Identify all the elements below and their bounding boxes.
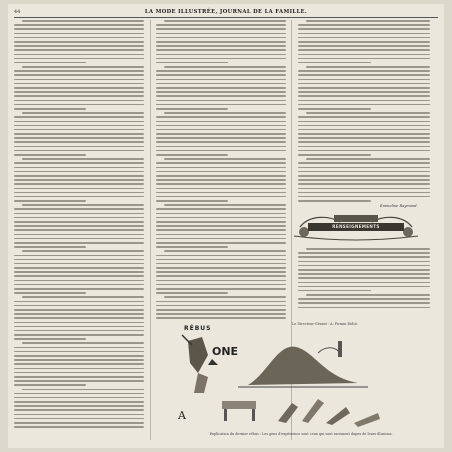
text-line — [156, 313, 286, 315]
text-line — [156, 284, 286, 286]
text-line — [298, 302, 430, 304]
text-line — [298, 108, 371, 110]
text-line — [156, 255, 286, 257]
text-line — [14, 234, 144, 236]
text-line — [156, 246, 228, 248]
text-line — [298, 79, 430, 81]
text-line — [14, 108, 86, 110]
text-line — [156, 301, 286, 303]
text-line — [156, 234, 286, 236]
rebus-title: RÉBUS — [184, 325, 212, 332]
text-line — [14, 179, 144, 181]
text-line — [298, 307, 430, 309]
text-line — [156, 108, 228, 110]
text-line — [298, 162, 430, 164]
text-line — [14, 95, 144, 97]
text-line — [156, 221, 286, 223]
text-line — [14, 116, 144, 118]
text-line — [14, 200, 86, 202]
text-line — [298, 83, 430, 85]
text-line — [156, 171, 286, 173]
printer-credit: Le Directeur-Gérant : A. Firmin-Didot. — [292, 322, 358, 326]
text-line — [156, 154, 228, 156]
text-line — [22, 389, 144, 391]
text-line — [298, 171, 430, 173]
text-line — [298, 146, 430, 148]
text-line — [306, 158, 430, 160]
text-line — [14, 83, 144, 85]
text-line — [14, 397, 144, 399]
text-line — [156, 28, 286, 30]
text-line — [298, 33, 430, 35]
text-line — [14, 317, 144, 319]
text-line — [298, 265, 430, 267]
text-line — [14, 129, 144, 131]
text-line — [298, 95, 430, 97]
text-line — [298, 277, 430, 279]
text-line — [14, 146, 144, 148]
text-line — [156, 79, 286, 81]
text-line — [156, 242, 286, 244]
text-line — [14, 393, 144, 395]
text-line — [14, 355, 144, 357]
text-line — [14, 196, 144, 198]
text-line — [22, 112, 144, 114]
text-line — [156, 167, 286, 169]
text-line — [156, 41, 286, 43]
text-line — [14, 150, 144, 152]
text-line — [14, 183, 144, 185]
rebus-caption: Explication du dernier rébus : Les gens d'expérience sont ceux qui sont rarement dupes de leurs illusions. — [209, 432, 393, 436]
text-line — [14, 74, 144, 76]
text-line — [14, 275, 144, 277]
text-line — [156, 83, 286, 85]
text-line — [306, 20, 430, 22]
text-line — [306, 112, 430, 114]
text-line — [156, 217, 286, 219]
text-line — [22, 20, 144, 22]
text-line — [298, 74, 430, 76]
text-line — [298, 70, 430, 72]
text-line — [14, 326, 144, 328]
text-line — [14, 372, 144, 374]
text-line — [14, 37, 144, 39]
text-line — [14, 154, 86, 156]
text-line — [14, 305, 144, 307]
text-line — [156, 200, 228, 202]
text-column-3-top — [298, 20, 430, 204]
text-line — [14, 171, 144, 173]
text-line — [298, 133, 430, 135]
text-line — [14, 426, 144, 428]
text-line — [14, 104, 144, 106]
text-line — [14, 91, 144, 93]
text-line — [14, 213, 144, 215]
page-title: LA MODE ILLUSTRÉE, JOURNAL DE LA FAMILLE. — [144, 9, 308, 15]
text-line — [156, 133, 286, 135]
text-line — [14, 414, 144, 416]
text-line — [14, 405, 144, 407]
text-line — [298, 129, 430, 131]
text-line — [164, 204, 286, 206]
text-line — [298, 100, 430, 102]
text-line — [14, 301, 144, 303]
text-line — [306, 248, 430, 250]
text-line — [298, 41, 430, 43]
text-line — [298, 256, 430, 258]
text-line — [164, 250, 286, 252]
text-line — [298, 252, 430, 254]
text-line — [14, 351, 144, 353]
arrow-icon — [208, 359, 218, 365]
text-line — [164, 296, 286, 298]
text-line — [298, 286, 430, 288]
text-line — [22, 158, 144, 160]
text-line — [298, 167, 430, 169]
text-line — [156, 58, 286, 60]
text-line — [156, 229, 286, 231]
text-line — [14, 368, 144, 370]
text-line — [14, 58, 144, 60]
text-line — [14, 313, 144, 315]
text-line — [156, 87, 286, 89]
text-line — [156, 288, 286, 290]
text-line — [14, 384, 86, 386]
text-line — [298, 91, 430, 93]
text-line — [14, 271, 144, 273]
text-line — [298, 188, 430, 190]
text-line — [298, 28, 430, 30]
text-line — [14, 363, 144, 365]
banner-label: RENSEIGNEMENTS — [308, 223, 404, 231]
text-line — [156, 129, 286, 131]
text-line — [298, 175, 430, 177]
text-line — [306, 66, 430, 68]
text-line — [14, 288, 144, 290]
cut-wood-pieces-icon — [278, 399, 380, 427]
text-line — [298, 196, 430, 198]
page-header — [14, 9, 438, 17]
text-line — [156, 183, 286, 185]
text-line — [22, 66, 144, 68]
renseignements-banner — [290, 212, 422, 242]
text-line — [156, 150, 286, 152]
rebus-illustration — [168, 333, 430, 429]
rebus-letter: A — [178, 409, 186, 422]
text-line — [298, 62, 371, 64]
text-line — [156, 317, 286, 319]
text-line — [14, 162, 144, 164]
text-line — [14, 49, 144, 51]
text-line — [298, 179, 430, 181]
text-line — [14, 292, 86, 294]
text-line — [14, 280, 144, 282]
text-line — [14, 121, 144, 123]
text-line — [14, 259, 144, 261]
text-line — [22, 250, 144, 252]
text-line — [14, 33, 144, 35]
rebus-word: ONE — [212, 345, 239, 358]
mound-landscape-icon — [238, 341, 368, 387]
text-line — [14, 338, 86, 340]
header-rule — [14, 17, 438, 18]
text-line — [14, 246, 86, 248]
text-line — [14, 401, 144, 403]
text-line — [14, 330, 144, 332]
text-line — [156, 192, 286, 194]
text-line — [156, 208, 286, 210]
text-line — [156, 37, 286, 39]
text-line — [14, 229, 144, 231]
text-line — [156, 238, 286, 240]
author-signature: Emmeline Raymond. — [380, 204, 418, 208]
text-line — [298, 154, 371, 156]
text-line — [156, 141, 286, 143]
text-line — [14, 322, 144, 324]
text-line — [164, 20, 286, 22]
text-line — [22, 296, 144, 298]
text-column-2 — [156, 20, 286, 322]
text-line — [156, 179, 286, 181]
text-line — [156, 116, 286, 118]
bench-icon — [222, 401, 256, 421]
text-line — [298, 45, 430, 47]
text-line — [156, 162, 286, 164]
column-divider — [150, 20, 151, 440]
text-line — [156, 305, 286, 307]
text-line — [156, 175, 286, 177]
text-line — [156, 263, 286, 265]
text-line — [298, 116, 430, 118]
text-line — [298, 121, 430, 123]
text-line — [14, 28, 144, 30]
text-line — [14, 45, 144, 47]
text-line — [298, 58, 430, 60]
text-line — [156, 213, 286, 215]
text-line — [156, 137, 286, 139]
text-line — [14, 70, 144, 72]
text-line — [14, 100, 144, 102]
text-line — [14, 192, 144, 194]
text-line — [156, 74, 286, 76]
text-line — [298, 137, 430, 139]
text-line — [156, 196, 286, 198]
text-line — [298, 282, 430, 284]
text-line — [14, 24, 144, 26]
text-line — [14, 221, 144, 223]
text-line — [14, 133, 144, 135]
text-line — [156, 188, 286, 190]
text-line — [164, 158, 286, 160]
text-line — [298, 261, 430, 263]
text-line — [14, 380, 144, 382]
text-line — [14, 225, 144, 227]
text-line — [14, 238, 144, 240]
text-line — [14, 376, 144, 378]
text-line — [156, 225, 286, 227]
text-line — [298, 49, 430, 51]
text-line — [156, 267, 286, 269]
text-line — [306, 294, 430, 296]
text-line — [14, 54, 144, 56]
text-line — [22, 342, 144, 344]
text-line — [298, 183, 430, 185]
text-line — [14, 267, 144, 269]
text-line — [298, 298, 430, 300]
text-line — [298, 200, 371, 202]
text-line — [14, 217, 144, 219]
text-line — [156, 33, 286, 35]
text-column-3-bottom — [298, 248, 430, 311]
text-line — [298, 192, 430, 194]
text-line — [14, 409, 144, 411]
text-line — [22, 204, 144, 206]
text-line — [14, 208, 144, 210]
text-line — [156, 45, 286, 47]
text-line — [298, 269, 430, 271]
text-line — [164, 112, 286, 114]
text-line — [156, 104, 286, 106]
text-line — [14, 309, 144, 311]
text-line — [156, 100, 286, 102]
text-line — [156, 49, 286, 51]
text-line — [14, 255, 144, 257]
text-line — [156, 280, 286, 282]
text-line — [14, 242, 144, 244]
text-line — [14, 125, 144, 127]
text-line — [14, 347, 144, 349]
text-line — [14, 284, 144, 286]
text-line — [298, 37, 430, 39]
text-line — [298, 141, 430, 143]
text-line — [298, 24, 430, 26]
text-line — [14, 41, 144, 43]
text-line — [14, 334, 144, 336]
text-line — [14, 263, 144, 265]
text-line — [156, 259, 286, 261]
page-number: 44 — [14, 9, 21, 15]
text-line — [298, 290, 371, 292]
text-line — [156, 125, 286, 127]
text-line — [298, 273, 430, 275]
text-line — [14, 418, 144, 420]
text-column-1 — [14, 20, 144, 430]
text-line — [14, 137, 144, 139]
text-line — [298, 150, 430, 152]
text-line — [14, 422, 144, 424]
text-line — [156, 146, 286, 148]
text-line — [14, 79, 144, 81]
text-line — [156, 292, 228, 294]
text-line — [14, 175, 144, 177]
text-line — [298, 87, 430, 89]
text-line — [14, 359, 144, 361]
text-line — [156, 91, 286, 93]
text-line — [156, 54, 286, 56]
text-line — [164, 66, 286, 68]
text-line — [156, 95, 286, 97]
text-line — [156, 121, 286, 123]
text-line — [298, 125, 430, 127]
text-line — [298, 104, 430, 106]
text-line — [156, 275, 286, 277]
text-line — [14, 87, 144, 89]
text-line — [156, 62, 228, 64]
text-line — [156, 24, 286, 26]
text-line — [156, 70, 286, 72]
text-line — [14, 141, 144, 143]
text-line — [156, 309, 286, 311]
soldier-figure-icon — [182, 335, 208, 393]
text-line — [14, 167, 144, 169]
text-line — [298, 54, 430, 56]
text-line — [14, 188, 144, 190]
text-line — [14, 62, 86, 64]
text-line — [156, 271, 286, 273]
